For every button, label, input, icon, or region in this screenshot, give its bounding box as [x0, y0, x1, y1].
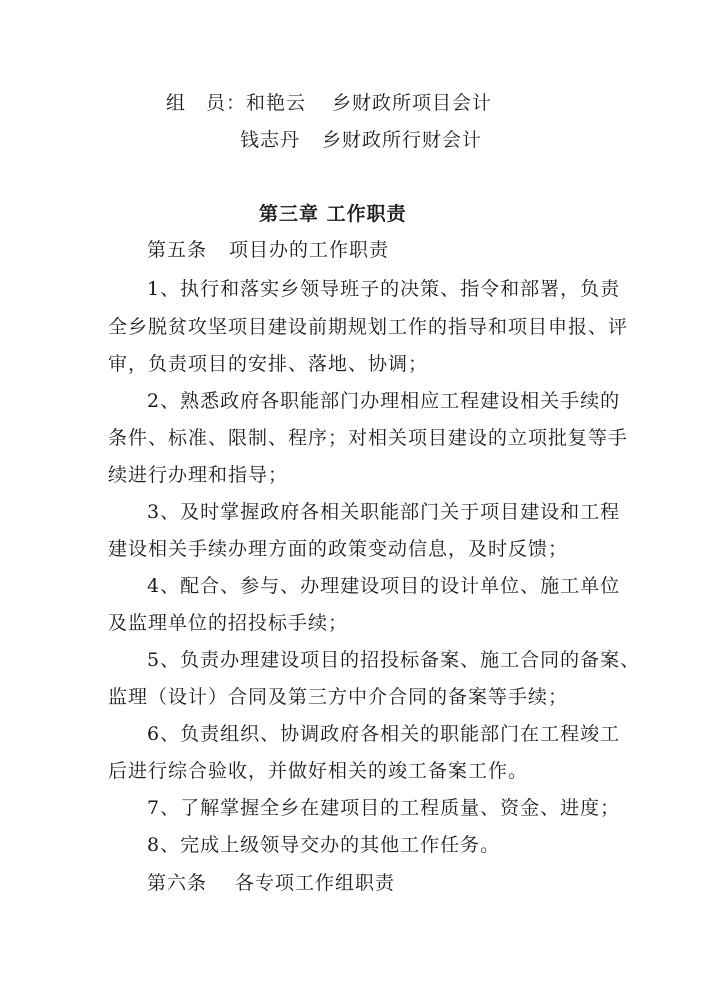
paragraph-line: 4、配合、参与、办理建设项目的设计单位、施工单位 [147, 575, 621, 597]
chapter-title: 第三章 工作职责 [259, 203, 407, 225]
paragraph-line: 3、及时掌握政府各相关职能部门关于项目建设和工程 [147, 501, 621, 523]
member-name: 钱志丹 [240, 129, 301, 151]
paragraph-line: 1、执行和落实乡领导班子的决策、指令和部署，负责 [147, 278, 621, 300]
paragraph-line: 审，负责项目的安排、落地、协调； [108, 353, 429, 375]
paragraph-line: 5、负责办理建设项目的招投标备案、施工合同的备案、 [147, 649, 641, 671]
member-role: 乡财政所项目会计 [332, 92, 493, 114]
article-number: 第五条 [147, 239, 208, 261]
article-5-heading [147, 239, 389, 261]
paragraph-line: 8、完成上级领导交办的其他工作任务。 [147, 834, 501, 856]
paragraph-line: 及监理单位的招投标手续； [108, 612, 349, 634]
article-6-heading [147, 872, 395, 894]
article-title: 项目办的工作职责 [229, 239, 390, 261]
paragraph-line: 2、熟悉政府各职能部门办理相应工程建设相关手续的 [147, 390, 621, 412]
paragraph-line: 续进行办理和指导； [108, 464, 289, 486]
paragraph-line: 后进行综合验收，并做好相关的竣工备案工作。 [108, 760, 529, 782]
article-number: 第六条 [147, 872, 208, 894]
paragraph-line: 7、了解掌握全乡在建项目的工程质量、资金、进度； [147, 797, 621, 819]
paragraph-line: 条件、标准、限制、程序；对相关项目建设的立项批复等手 [108, 427, 629, 449]
paragraph-line: 监理（设计）合同及第三方中介合同的备案等手续； [108, 686, 569, 708]
article-title: 各专项工作组职责 [235, 872, 396, 894]
paragraph-line: 6、负责组织、协调政府各相关的职能部门在工程竣工 [147, 723, 621, 745]
member-name: 和艳云 [246, 92, 307, 114]
member-role: 乡财政所行财会计 [322, 129, 483, 151]
paragraph-line: 全乡脱贫攻坚项目建设前期规划工作的指导和项目申报、评 [108, 316, 629, 338]
members-row-2 [240, 129, 482, 151]
paragraph-line: 建设相关手续办理方面的政策变动信息，及时反馈； [108, 538, 569, 560]
members-label: 组 员： [166, 92, 247, 114]
members-row-1 [166, 92, 492, 114]
